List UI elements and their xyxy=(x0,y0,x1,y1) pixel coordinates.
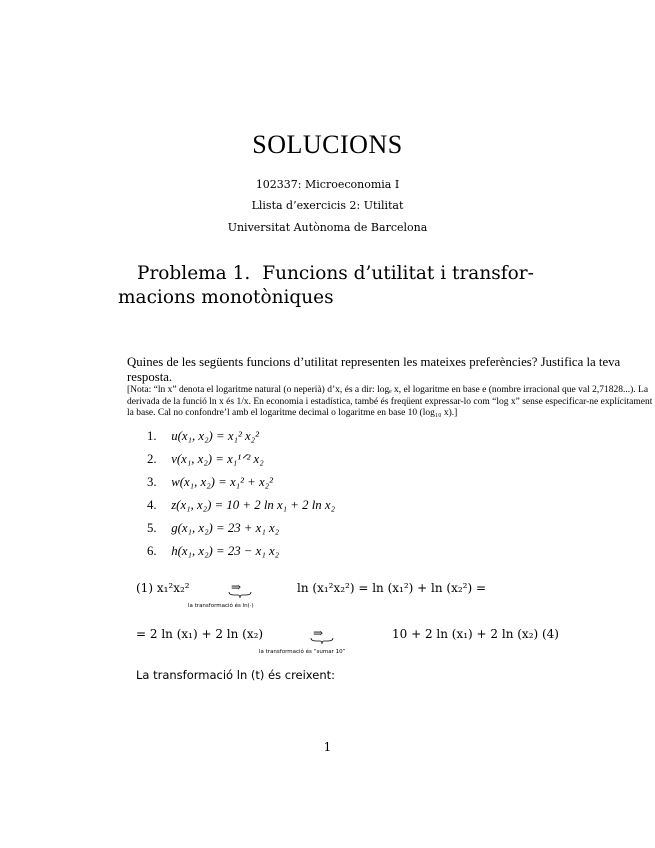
section-title-part2: macions monotòniques xyxy=(118,287,334,308)
function-expression: z(x₁, x₂) = 10 + 2 ln x₁ + 2 ln x₂ xyxy=(171,498,336,512)
item-number: 1. xyxy=(147,429,157,443)
university-name: Universitat Autònoma de Barcelona xyxy=(227,221,428,234)
list-item xyxy=(147,540,547,563)
underbrace-2 xyxy=(310,637,334,645)
question-text: Quines de les següents funcions d’utilitat representen les mateixes preferències? Justifica la teva resposta. xyxy=(127,355,621,384)
function-list xyxy=(147,425,547,563)
function-expression: h(x₁, x₂) = 23 − x₁ x₂ xyxy=(171,544,280,558)
section-heading xyxy=(118,262,558,310)
page-number: 1 xyxy=(323,740,332,754)
closing-text: La transformació ln (t) és creixent: xyxy=(136,668,336,682)
list-item xyxy=(147,425,547,448)
list-item xyxy=(147,517,547,540)
page-title: SOLUCIONS xyxy=(252,130,403,159)
transformation-label-1: la transformació és ln(·) xyxy=(188,603,254,609)
derivation-line1-right: ln (x₁²x₂²) = ln (x₁²) + ln (x₂²) = xyxy=(297,581,487,595)
list-item xyxy=(147,448,547,471)
function-expression: v(x₁, x₂) = x₁¹ᐟ² x₂ xyxy=(171,452,264,466)
exercise-list-title: Llista d’exercicis 2: Utilitat xyxy=(251,199,404,212)
course-code: 102337: Microeconomia I xyxy=(255,178,400,191)
function-expression: w(x₁, x₂) = x₁² + x₂² xyxy=(171,475,273,489)
section-title-part1: Funcions d’utilitat i transfor- xyxy=(262,263,534,284)
item-number: 2. xyxy=(147,452,157,466)
implies-symbol-2: ⇒ xyxy=(313,626,324,640)
note-text: [Nota: “ln x” denota el logaritme natural (o neperià) d’x, és a dir: logₑ x, el logaritme en base e (nombre irracional que val 2,71828...). La derivada de la funció ln x és 1/x. En economia i estadística, també és freqüent expressar-lo com “log x” sense especificar-ne explícitament la base. Cal no confondre’l amb el logaritme decimal o logaritme en base 10 (log₁₀ x).] xyxy=(127,385,653,418)
derivation-line2-left: = 2 ln (x₁) + 2 ln (x₂) xyxy=(136,627,264,641)
derivation-line2-right: 10 + 2 ln (x₁) + 2 ln (x₂) (4) xyxy=(392,627,559,641)
item-number: 5. xyxy=(147,521,157,535)
item-number: 4. xyxy=(147,498,157,512)
function-expression: g(x₁, x₂) = 23 + x₁ x₂ xyxy=(171,521,280,535)
transformation-label-2: la transformació és “sumar 10” xyxy=(259,649,346,655)
underbrace-1 xyxy=(228,591,252,599)
implies-symbol-1: ⇒ xyxy=(231,580,242,594)
derivation-line1-left: (1) x₁²x₂² xyxy=(136,581,190,595)
item-number: 6. xyxy=(147,544,157,558)
function-expression: u(x₁, x₂) = x₁² x₂² xyxy=(171,429,259,443)
section-label: Problema 1. xyxy=(137,263,251,284)
list-item xyxy=(147,471,547,494)
item-number: 3. xyxy=(147,475,157,489)
list-item xyxy=(147,494,547,517)
